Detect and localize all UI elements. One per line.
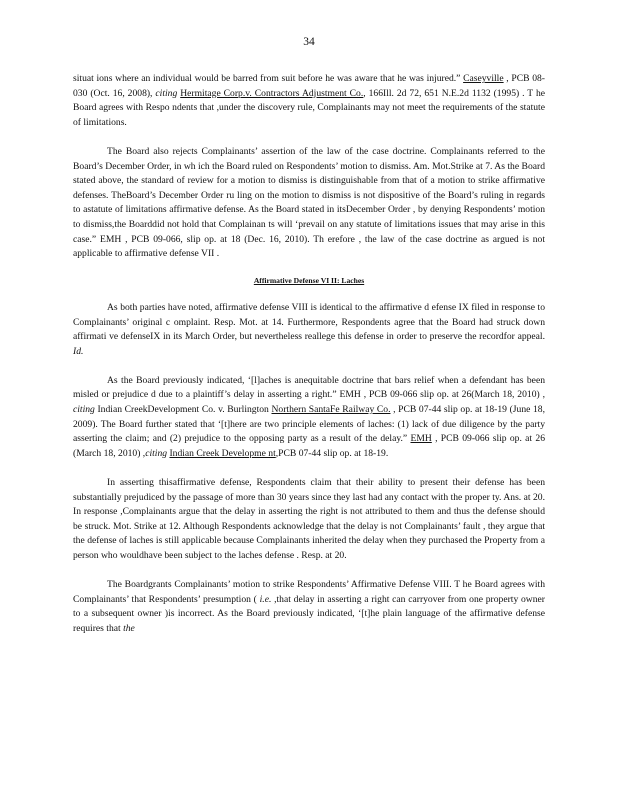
- document-body: [73, 72, 545, 651]
- text-run: ,PCB 07-44 slip op. at 18-19.: [275, 447, 389, 459]
- case-citation: EMH: [410, 433, 432, 445]
- case-citation: Caseyville: [463, 73, 504, 84]
- text-run: Indian CreekDevelopment Co. v. Burlington: [94, 404, 272, 416]
- text-run: , PCB 08-030 (Oct. 16, 2008),: [73, 73, 545, 99]
- case-citation: Hermitage Corp.v. Contractors Adjustment Co.: [180, 87, 364, 99]
- paragraph: [73, 145, 545, 262]
- text-run: In asserting thisaffirmative defense, Respondents claim that their ability to present their defense has been substantially prejudiced by the passage of more than 30 years since they last had any contact with the proper ty. Ans. at 20. In response ,Complainants argue that the delay in asserting the right is not attributed to them and thus the defense should be struck. Mot. Strike at 12. Although Respondents acknowledge that the delay is not Complainants’ fault , they argue that the defense of laches is still applicable because Complainants inherited the delay when they purchased the Property from a person who wouldhave been subject to the laches defense . Resp. at 20.: [73, 477, 545, 561]
- italic-text: i.e.: [259, 593, 272, 605]
- case-citation: Indian Creek Developme nt: [169, 447, 276, 459]
- text-run: The Board also rejects Complainants’ assertion of the law of the case doctrine. Complainants referred to the Board’s December Order, in wh ich the Board ruled on Respondents’ motion to dismiss. Am. Mot.Strike at 7. As the Board stated above, the standard of review for a motion to dismiss is distinguishable from that of a motion to strike affirmative defenses. TheBoard’s December Order ru ling on the motion to dismiss is not dispositive of the Board’s ruling in regards to astatute of limitations affirmative defense. As the Board stated in itsDecember Order , by denying Respondents’ motion to dismiss,the Boarddid not hold that Complainan ts will ‘prevail on any statute of limitations issues that may arise in this case.” EMH , PCB 09-066, slip op. at 18 (Dec. 16, 2010). Th erefore , the law of the case doctrine as argued is not applicable to affirmative defense VII .: [73, 145, 545, 260]
- text-run: situat ions where an individual would be barred from suit before he was aware that he was injured.”: [73, 73, 464, 84]
- paragraph: [73, 578, 545, 636]
- paragraph: [73, 476, 545, 564]
- paragraph: [73, 301, 545, 359]
- text-run: The Boardgrants Complainants’ motion to strike Respondents’ Affirmative Defense VIII. T he Board agrees with Complainants’ that Respondents’ presumption (: [73, 579, 545, 605]
- paragraph: [73, 72, 545, 130]
- text-run: ,that delay in asserting a right can carryover from one property owner to a subsequent owner )is incorrect. As the Board previously indicated, ‘[t]he plain language of the affirmative defense requires that: [73, 593, 545, 634]
- text-run: As both parties have noted, affirmative defense VIII is identical to the affirmative d efense IX filed in response to Complainants’ original c omplaint. Resp. Mot. at 14. Furthermore, Respondents agree that the Board had struck down affirmati ve defenseIX in its March Order, but nevertheless reallege this defense in order to preserve the recordfor appeal.: [73, 301, 545, 343]
- text-run: , PCB 07-44 slip op. at 18-19 (June 18, 2009). The Board further stated that ‘[t]here are two principle elements of laches: (1) lack of due diligence by the party asserting the claim; and (2) prejudice to the opposing party as a result of the delay.”: [73, 404, 545, 445]
- text-run: As the Board previously indicated, ‘[l]aches is anequitable doctrine that bars relief when a defendant has been misled or prejudice d due to a plaintiff’s delay in asserting a right.” EMH , PCB 09-066 slip op. at 26(March 18, 2010) ,: [73, 374, 545, 401]
- page-number: 34: [303, 36, 315, 48]
- paragraph: [73, 374, 545, 462]
- section-heading: Affirmative Defense VI II: Laches: [253, 276, 365, 286]
- case-citation: Northern SantaFe Railway Co.: [271, 404, 391, 416]
- italic-text: the: [123, 622, 135, 634]
- text-run: , PCB 09-066 slip op. at 26 (March 18, 2010) ,: [73, 433, 545, 459]
- italic-text: citing: [73, 404, 95, 416]
- italic-text: citing: [155, 87, 178, 99]
- italic-text: citing: [145, 447, 168, 459]
- italic-text: Id.: [73, 345, 84, 357]
- text-run: , 166Ill. 2d 72, 651 N.E.2d 1132 (1995) . T he Board agrees with Respo ndents that ,under the discovery rule, Complainants may not meet the requirements of the statute of limitations.: [73, 87, 545, 128]
